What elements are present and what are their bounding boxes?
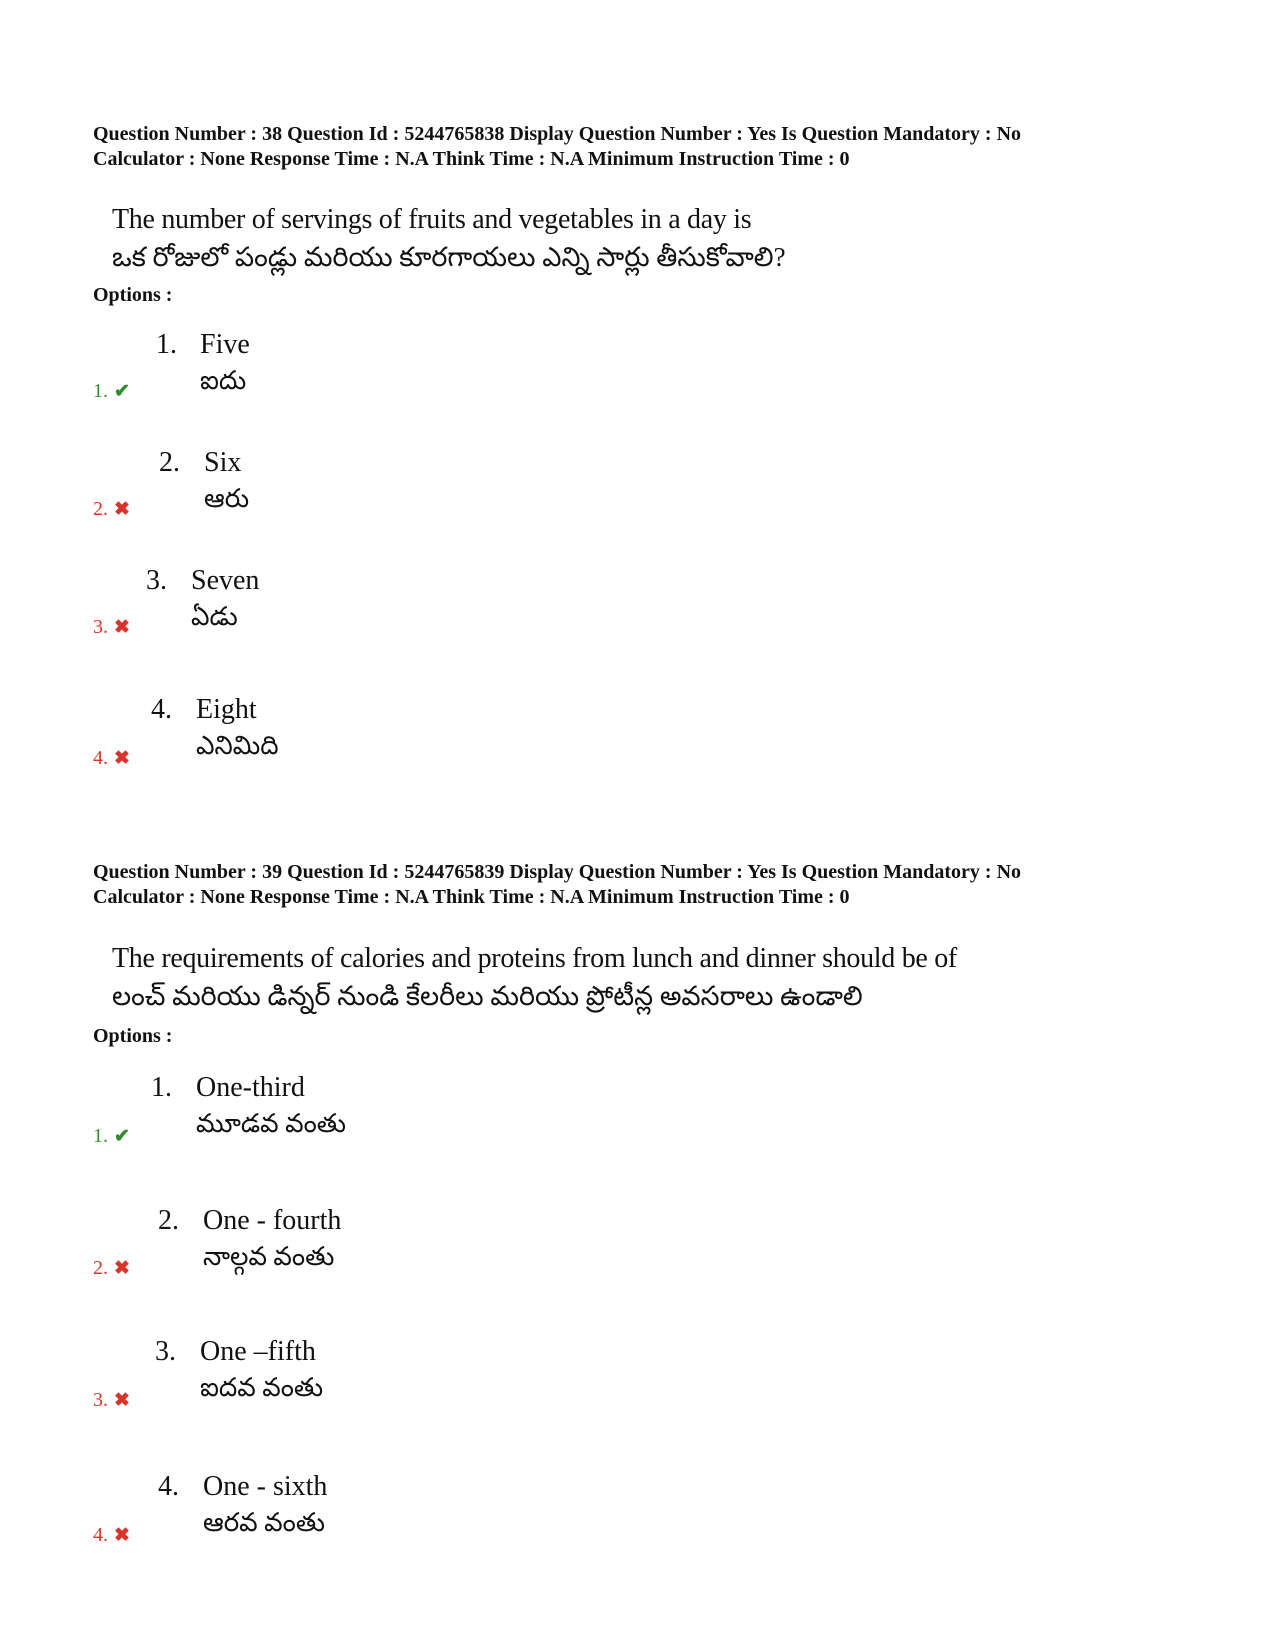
question-stem-english: The number of servings of fruits and vegetables in a day is <box>112 204 752 235</box>
check-icon: ✔ <box>114 381 130 402</box>
option-marker-number: 4. <box>93 1524 108 1546</box>
option-text <box>204 446 249 518</box>
option-marker-number: 3. <box>93 1389 108 1411</box>
cross-icon: ✖ <box>114 499 130 520</box>
option-number: 3. <box>155 1336 176 1367</box>
option-marker <box>93 746 130 771</box>
option-number: 3. <box>146 565 167 596</box>
option-text-telugu: నాల్గవ వంతు <box>203 1242 335 1271</box>
check-icon: ✔ <box>114 1126 130 1147</box>
option-text-telugu: ఆరవ వంతు <box>203 1508 326 1537</box>
option-text <box>200 1335 323 1407</box>
option-text <box>191 564 259 636</box>
option-text-english: One-third <box>196 1072 305 1103</box>
option-2 <box>0 1204 1275 1314</box>
option-text-telugu: ఏడు <box>191 602 238 631</box>
option-text <box>203 1204 341 1276</box>
option-marker <box>93 1256 130 1281</box>
cross-icon: ✖ <box>114 1390 130 1411</box>
option-text-english: One –fifth <box>200 1336 316 1367</box>
option-number: 4. <box>151 694 172 725</box>
option-text <box>196 1071 346 1143</box>
cross-icon: ✖ <box>114 1258 130 1279</box>
cross-icon: ✖ <box>114 748 130 769</box>
option-marker-number: 2. <box>93 498 108 520</box>
option-text-english: Five <box>200 329 250 360</box>
cross-icon: ✖ <box>114 617 130 638</box>
option-marker <box>93 1124 130 1149</box>
question-stem-english: The requirements of calories and proteins from lunch and dinner should be of <box>112 943 957 974</box>
option-text-telugu: ఎనిమిది <box>196 731 279 760</box>
option-text-english: One - sixth <box>203 1471 328 1502</box>
options-label: Options : <box>93 1025 173 1047</box>
option-number: 4. <box>158 1471 179 1502</box>
option-2 <box>0 446 1275 556</box>
option-marker-number: 3. <box>93 616 108 638</box>
option-1 <box>0 1071 1275 1181</box>
option-marker <box>93 379 130 404</box>
option-1 <box>0 328 1275 438</box>
option-number: 2. <box>159 447 180 478</box>
option-text-telugu: ఐదు <box>200 366 247 395</box>
question-stem-telugu: లంచ్ మరియు డిన్నర్ నుండి కేలరీలు మరియు ప్రోటీన్ల అవసరాలు ఉండాలి <box>112 981 863 1011</box>
option-number: 1. <box>151 1072 172 1103</box>
option-text-english: Six <box>204 447 242 478</box>
option-marker-number: 2. <box>93 1257 108 1279</box>
question-stem <box>112 202 1232 276</box>
option-text-telugu: ఆరు <box>204 484 250 513</box>
option-text-english: Eight <box>196 694 257 725</box>
option-text-english: Seven <box>191 565 260 596</box>
option-marker-number: 4. <box>93 747 108 769</box>
cross-icon: ✖ <box>114 1525 130 1546</box>
question-stem-telugu: ఒక రోజులో పండ్లు మరియు కూరగాయలు ఎన్ని సార్లు తీసుకోవాలి? <box>112 242 786 272</box>
option-marker <box>93 1523 130 1548</box>
option-text <box>200 328 250 400</box>
option-marker <box>93 497 130 522</box>
option-marker-number: 1. <box>93 380 108 402</box>
option-text-english: One - fourth <box>203 1205 342 1236</box>
question-meta-line-1: Question Number : 38 Question Id : 5244765838 Display Question Number : Yes Is Question Mandatory : No <box>93 123 1022 145</box>
question-meta-line-2: Calculator : None Response Time : N.A Think Time : N.A Minimum Instruction Time : 0 <box>93 148 850 170</box>
options-label: Options : <box>93 284 173 306</box>
option-text <box>196 693 279 765</box>
option-4 <box>0 693 1275 803</box>
option-marker <box>93 615 130 640</box>
option-number: 2. <box>158 1205 179 1236</box>
question-meta <box>93 122 1243 172</box>
question-meta <box>93 860 1243 910</box>
option-text-telugu: ఐదవ వంతు <box>200 1373 324 1402</box>
option-4 <box>0 1470 1275 1580</box>
option-3 <box>0 1335 1275 1445</box>
option-marker <box>93 1388 130 1413</box>
option-text <box>203 1470 327 1542</box>
option-3 <box>0 564 1275 674</box>
option-number: 1. <box>156 329 177 360</box>
option-marker-number: 1. <box>93 1125 108 1147</box>
question-meta-line-1: Question Number : 39 Question Id : 5244765839 Display Question Number : Yes Is Question Mandatory : No <box>93 861 1022 883</box>
option-text-telugu: మూడవ వంతు <box>196 1109 346 1138</box>
question-meta-line-2: Calculator : None Response Time : N.A Think Time : N.A Minimum Instruction Time : 0 <box>93 886 850 908</box>
question-stem <box>112 941 1232 1015</box>
